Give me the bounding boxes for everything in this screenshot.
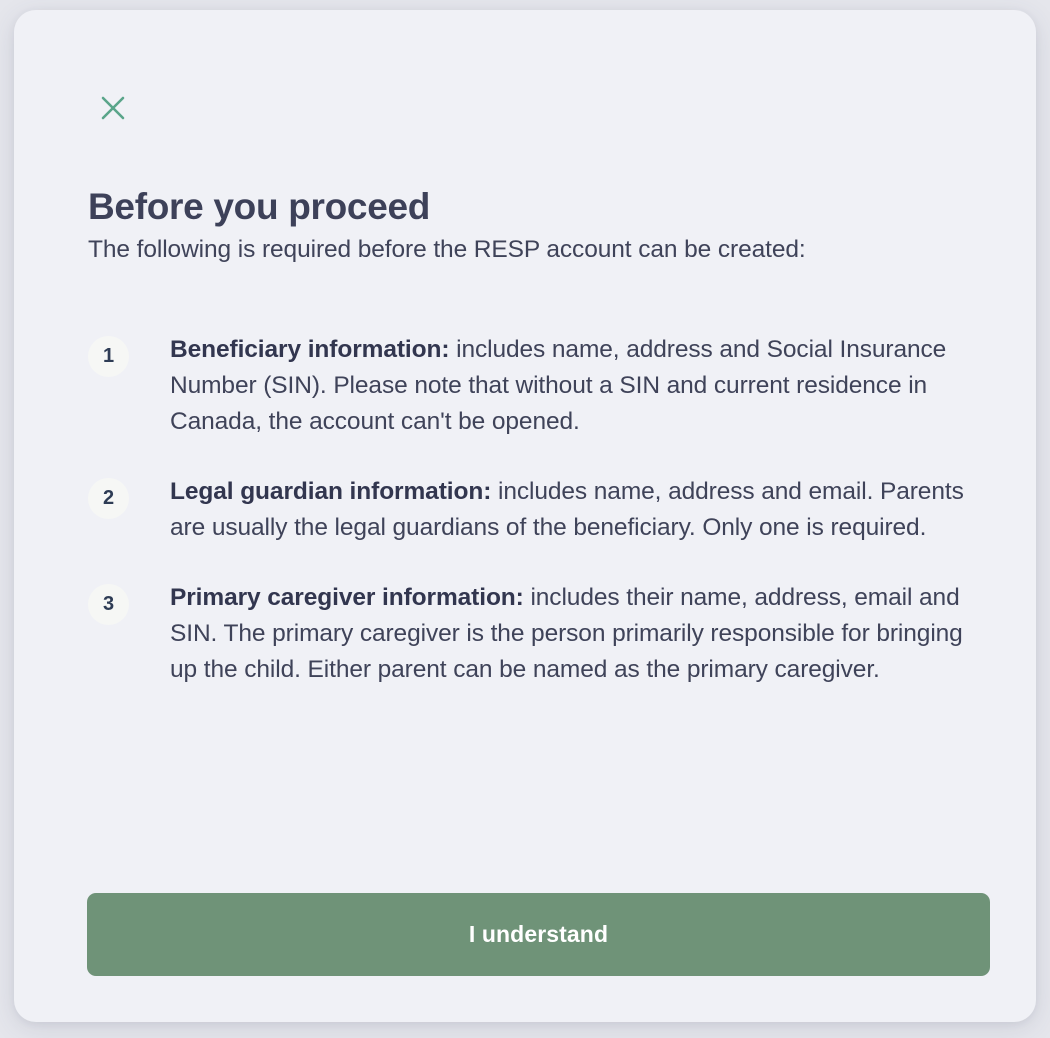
requirements-list	[88, 332, 993, 688]
requirement-term: Beneficiary information:	[170, 336, 450, 363]
close-button[interactable]	[84, 79, 142, 137]
i-understand-button[interactable]: I understand	[87, 893, 990, 976]
requirement-text	[170, 474, 990, 546]
close-icon	[98, 93, 128, 123]
requirement-number-badge: 2	[88, 478, 129, 519]
requirement-description: includes name, address and email. Parents are usually the legal guardians of the beneficiary. Only one is required.	[170, 478, 964, 541]
page-subtitle: The following is required before the RESP account can be created:	[88, 236, 806, 264]
requirement-text	[170, 580, 990, 688]
page-title: Before you proceed	[88, 186, 431, 227]
requirement-description: includes their name, address, email and SIN. The primary caregiver is the person primarily responsible for bringing up the child. Either parent can be named as the primary caregiver.	[170, 584, 963, 683]
requirement-number-badge: 1	[88, 336, 129, 377]
list-item	[88, 332, 993, 440]
requirement-term: Legal guardian information:	[170, 478, 492, 505]
requirement-term: Primary caregiver information:	[170, 584, 524, 611]
requirement-number-badge: 3	[88, 584, 129, 625]
requirement-text	[170, 332, 990, 440]
list-item	[88, 580, 993, 688]
before-you-proceed-dialog	[14, 10, 1036, 1022]
list-item	[88, 474, 993, 546]
dialog-header	[88, 186, 988, 265]
requirement-description: includes name, address and Social Insurance Number (SIN). Please note that without a SIN and current residence in Canada, the account can't be opened.	[170, 336, 947, 435]
